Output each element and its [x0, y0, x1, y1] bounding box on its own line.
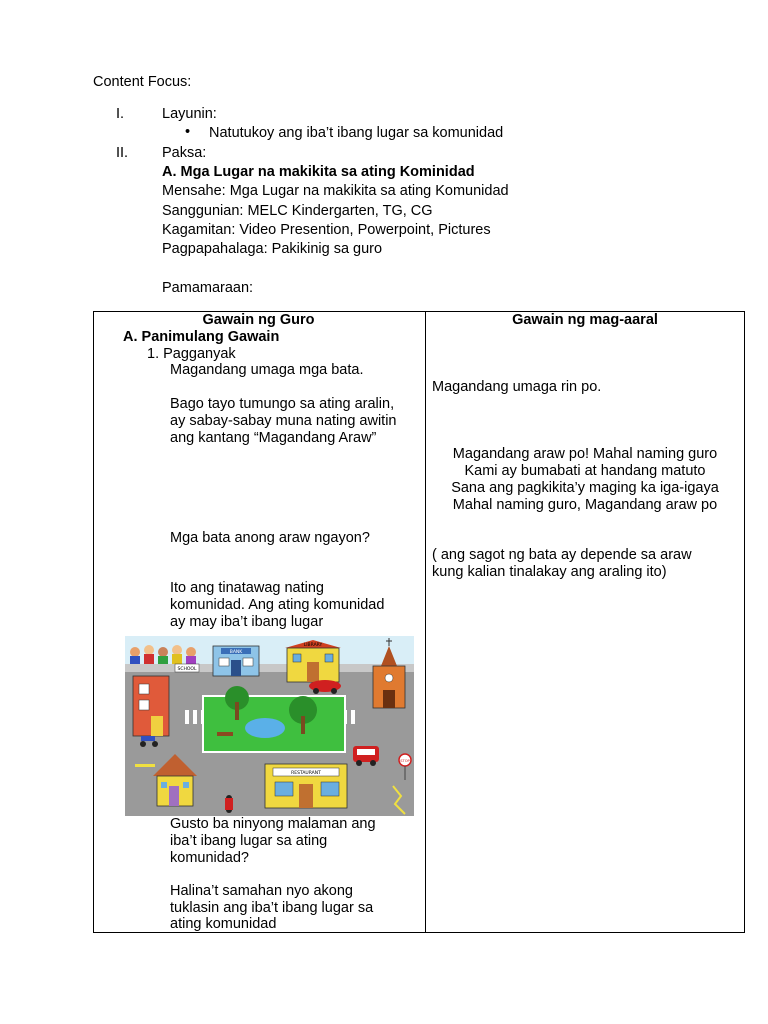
teacher-sing-line-2: ay sabay-sabay muna nating awitin [170, 413, 397, 429]
bank-sign: BANK [229, 650, 243, 655]
bullet-icon: • [185, 124, 191, 140]
teacher-sing-line-3: ang kantang “Magandang Araw” [170, 430, 377, 446]
kagamitan-line: Kagamitan: Video Presention, Powerpoint, Pictures [162, 222, 491, 238]
teacher-greeting: Magandang umaga mga bata. [170, 362, 364, 378]
outline-numeral-2: II. [116, 145, 129, 161]
student-column-header: Gawain ng mag-aaral [512, 312, 658, 328]
outline-numeral-1: I. [116, 106, 125, 122]
community-illustration [125, 636, 414, 816]
student-answer-line-1: ( ang sagot ng bata ay depende sa araw [432, 547, 692, 563]
mensahe-line: Mensahe: Mga Lugar na makikita sa ating Komunidad [162, 183, 509, 199]
student-column [426, 312, 745, 933]
restaurant-building-icon [265, 764, 347, 808]
teacher-column-header: Gawain ng Guro [202, 312, 315, 328]
school-sign: SCHOOL [177, 667, 197, 672]
car-icon [309, 680, 341, 694]
teacher-know-line-2: iba’t ibang lugar sa ating [170, 833, 328, 849]
library-building-icon [285, 640, 341, 682]
teacher-explore-line-2: tuklasin ang iba’t ibang lugar sa [170, 900, 374, 916]
teacher-know-line-1: Gusto ba ninyong malaman ang [170, 816, 376, 832]
step-pagganyak: 1. Pagganyak [147, 346, 236, 362]
topic-title: A. Mga Lugar na makikita sa ating Kominidad [162, 164, 475, 180]
content-focus-heading: Content Focus: [93, 74, 192, 90]
pagpapahalaga-line: Pagpapahalaga: Pakikinig sa guro [162, 241, 383, 257]
objective-text: Natutukoy ang iba’t ibang lugar sa komunidad [209, 125, 504, 141]
teacher-know-line-3: komunidad? [170, 850, 249, 866]
bank-building-icon [213, 646, 259, 676]
section-panimulang-gawain: A. Panimulang Gawain [123, 329, 280, 345]
outline-label-layunin: Layunin: [162, 106, 217, 122]
stop-sign-text: STOP [400, 759, 410, 763]
sanggunian-line: Sanggunian: MELC Kindergarten, TG, CG [162, 203, 433, 219]
teacher-community-line-2: komunidad. Ang ating komunidad [170, 597, 385, 613]
restaurant-sign: RESTAURANT [291, 771, 321, 776]
park-icon [203, 686, 345, 752]
outline-label-paksa: Paksa: [162, 145, 207, 161]
teacher-community-line-3: ay may iba’t ibang lugar [170, 614, 324, 630]
teacher-community-line-1: Ito ang tinatawag nating [170, 580, 324, 596]
library-sign: LIBRARY [303, 643, 323, 648]
teacher-question: Mga bata anong araw ngayon? [170, 530, 370, 546]
teacher-explore-line-3: ating komunidad [170, 916, 277, 932]
teacher-explore-line-1: Halina’t samahan nyo akong [170, 883, 353, 899]
student-song-line-1: Magandang araw po! Mahal naming guro [452, 446, 718, 462]
student-song-line-4: Mahal naming guro, Magandang araw po [452, 497, 718, 513]
student-answer-line-2: kung kalian tinalakay ang araling ito) [432, 564, 667, 580]
student-song-line-2: Kami ay bumabati at handang matuto [464, 463, 706, 479]
pamamaraan-label: Pamamaraan: [162, 280, 254, 296]
teacher-sing-line-1: Bago tayo tumungo sa ating aralin, [170, 396, 395, 412]
student-song-line-3: Sana ang pagkikita’y maging ka iga-igaya [451, 480, 719, 496]
student-greeting-reply: Magandang umaga rin po. [432, 379, 602, 395]
